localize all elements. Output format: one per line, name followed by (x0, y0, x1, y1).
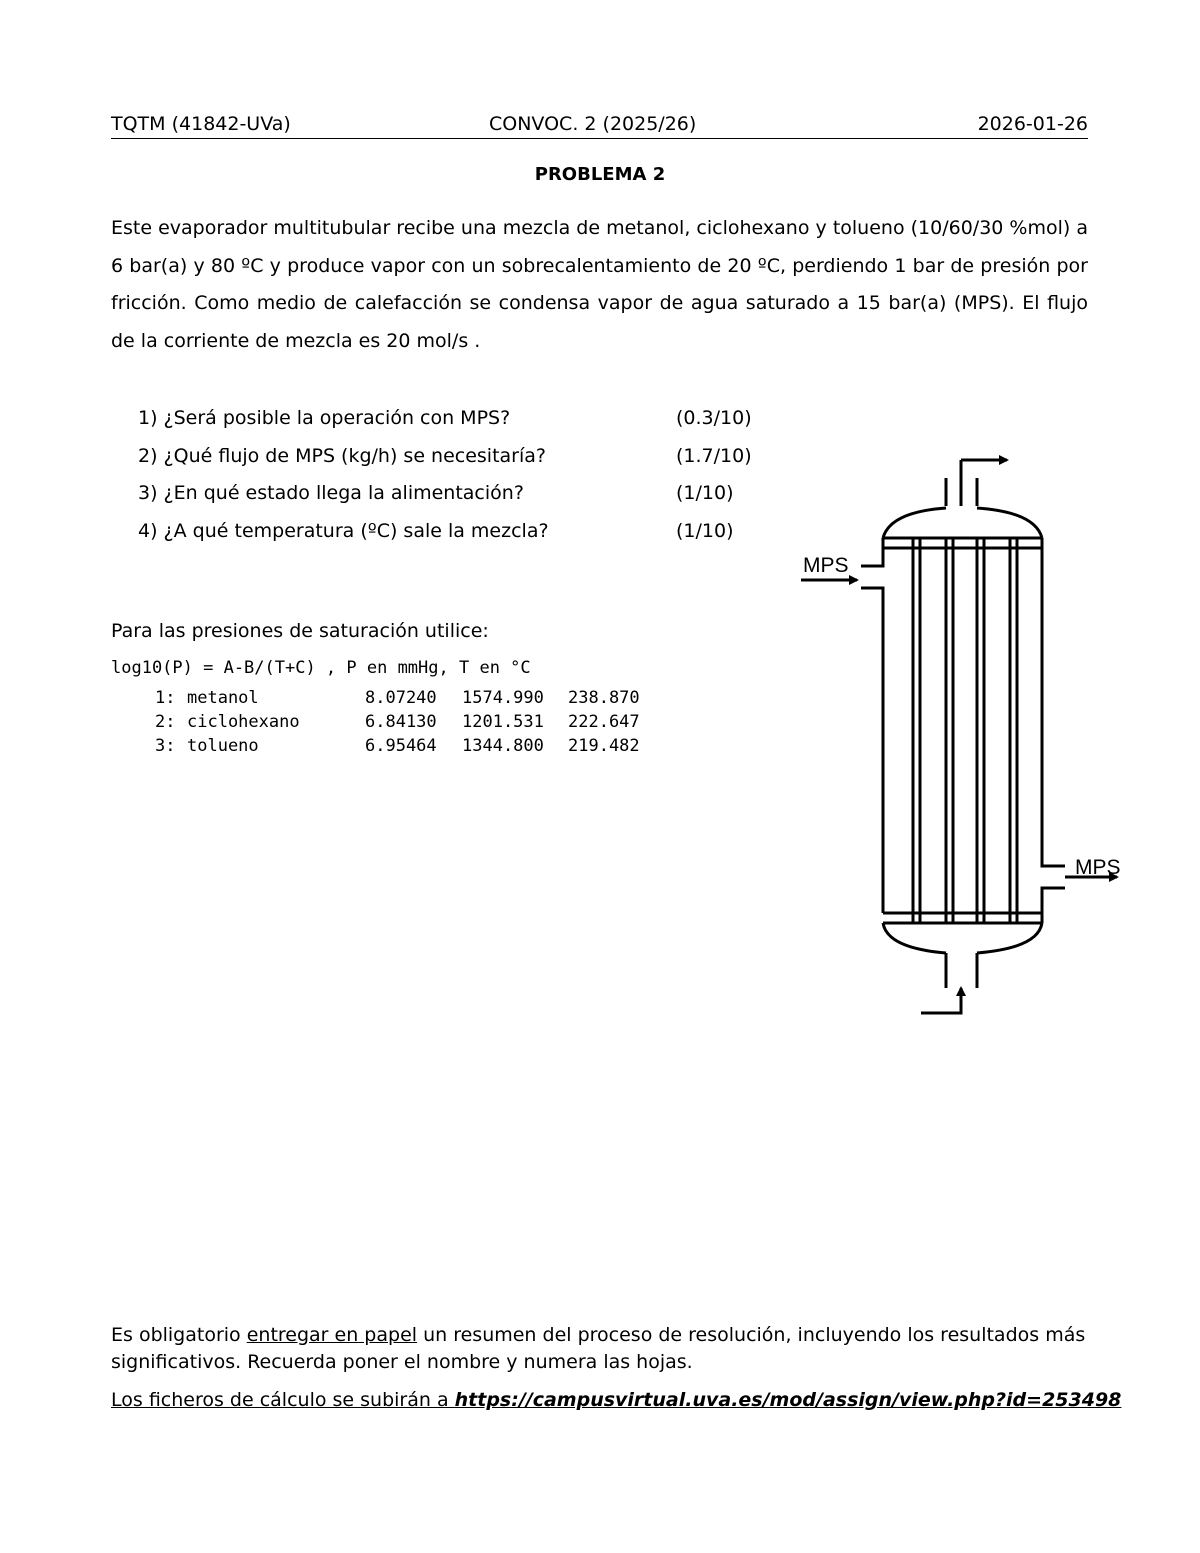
question-score: (0.3/10) (676, 407, 752, 429)
bottom-head (883, 923, 1042, 953)
table-row (155, 734, 640, 758)
shell-left-upper (861, 538, 883, 566)
question-text: 4) ¿A qué temperatura (ºC) sale la mezcla? (138, 519, 549, 542)
coef-b: 1201.531 (462, 712, 544, 732)
component-index: 2: (155, 712, 176, 732)
submission-note (111, 1322, 1088, 1376)
question-text: 3) ¿En qué estado llega la alimentación? (138, 482, 524, 504)
header-date: 2026-01-26 (977, 113, 1088, 135)
coef-b: 1344.800 (462, 736, 544, 756)
header-session: CONVOC. 2 (2025/26) (489, 113, 697, 135)
question-item (138, 513, 734, 551)
problem-title: PROBLEMA 2 (534, 164, 666, 185)
evaporator-diagram (795, 448, 1135, 1023)
top-head (883, 508, 1042, 538)
question-text: 2) ¿Qué flujo de MPS (kg/h) se necesitaría? (138, 444, 546, 467)
header-course: TQTM (41842-UVa) (111, 113, 291, 135)
table-row (155, 710, 640, 734)
component-name: ciclohexano (187, 712, 300, 732)
saturation-label: Para las presiones de saturación utilice: (111, 620, 489, 642)
component-index: 1: (155, 688, 176, 708)
evaporator-shell (861, 460, 1065, 1013)
note-emphasis: entregar en papel (246, 1324, 418, 1346)
coef-c: 238.870 (568, 688, 640, 708)
mps-outlet-label: MPS (1075, 856, 1121, 879)
note-text: Es obligatorio (111, 1324, 247, 1346)
upload-note (111, 1387, 1122, 1414)
component-name: tolueno (187, 736, 259, 756)
antoine-formula: log10(P) = A-B/(T+C) , P en mmHg, T en °C (111, 658, 531, 678)
coef-c: 219.482 (568, 736, 640, 756)
upload-text: Los ficheros de cálculo se subirán a (111, 1389, 455, 1411)
table-row (155, 686, 640, 710)
question-score: (1/10) (676, 519, 734, 542)
shell-right-upper (1042, 538, 1065, 866)
question-item (138, 438, 752, 476)
upload-link[interactable]: https://campusvirtual.uva.es/mod/assign/view.php?id=253498 (454, 1389, 1122, 1411)
shell-left-lower (861, 588, 883, 913)
component-index: 3: (155, 736, 176, 756)
question-score: (1/10) (676, 482, 734, 504)
coef-a: 8.07240 (365, 688, 437, 708)
bottom-feed-line (921, 990, 961, 1013)
question-item (138, 475, 734, 513)
component-name: metanol (187, 688, 259, 708)
question-score: (1.7/10) (676, 444, 752, 467)
problem-statement: Este evaporador multitubular recibe una mezcla de metanol, ciclohexano y tolueno (10/60/30 %mol) a 6 bar(a) y 80 ºC y produce vapor con un sobrecalentamiento de 20 ºC, perdiendo 1 bar de presión por fricción. Como medio de calefacción se condensa vapor de agua saturado a 15 bar(a) (MPS). El flujo de la corriente de mezcla es 20 mol/s . (111, 217, 1088, 352)
question-list (138, 400, 752, 550)
mps-inlet-label: MPS (803, 554, 849, 577)
coef-b: 1574.990 (462, 688, 544, 708)
coef-c: 222.647 (568, 712, 640, 732)
shell-right-lower (1042, 888, 1065, 923)
coef-a: 6.95464 (365, 736, 437, 756)
note-text: un resumen del proceso de resolución, incluyendo los resultados más significativos. Recuerda poner el nombre y numera las hojas. (111, 1324, 1086, 1373)
coef-a: 6.84130 (365, 712, 437, 732)
question-text: 1) ¿Será posible la operación con MPS? (138, 407, 511, 429)
question-item (138, 400, 752, 438)
antoine-table (155, 686, 640, 758)
page-header (111, 112, 1088, 139)
